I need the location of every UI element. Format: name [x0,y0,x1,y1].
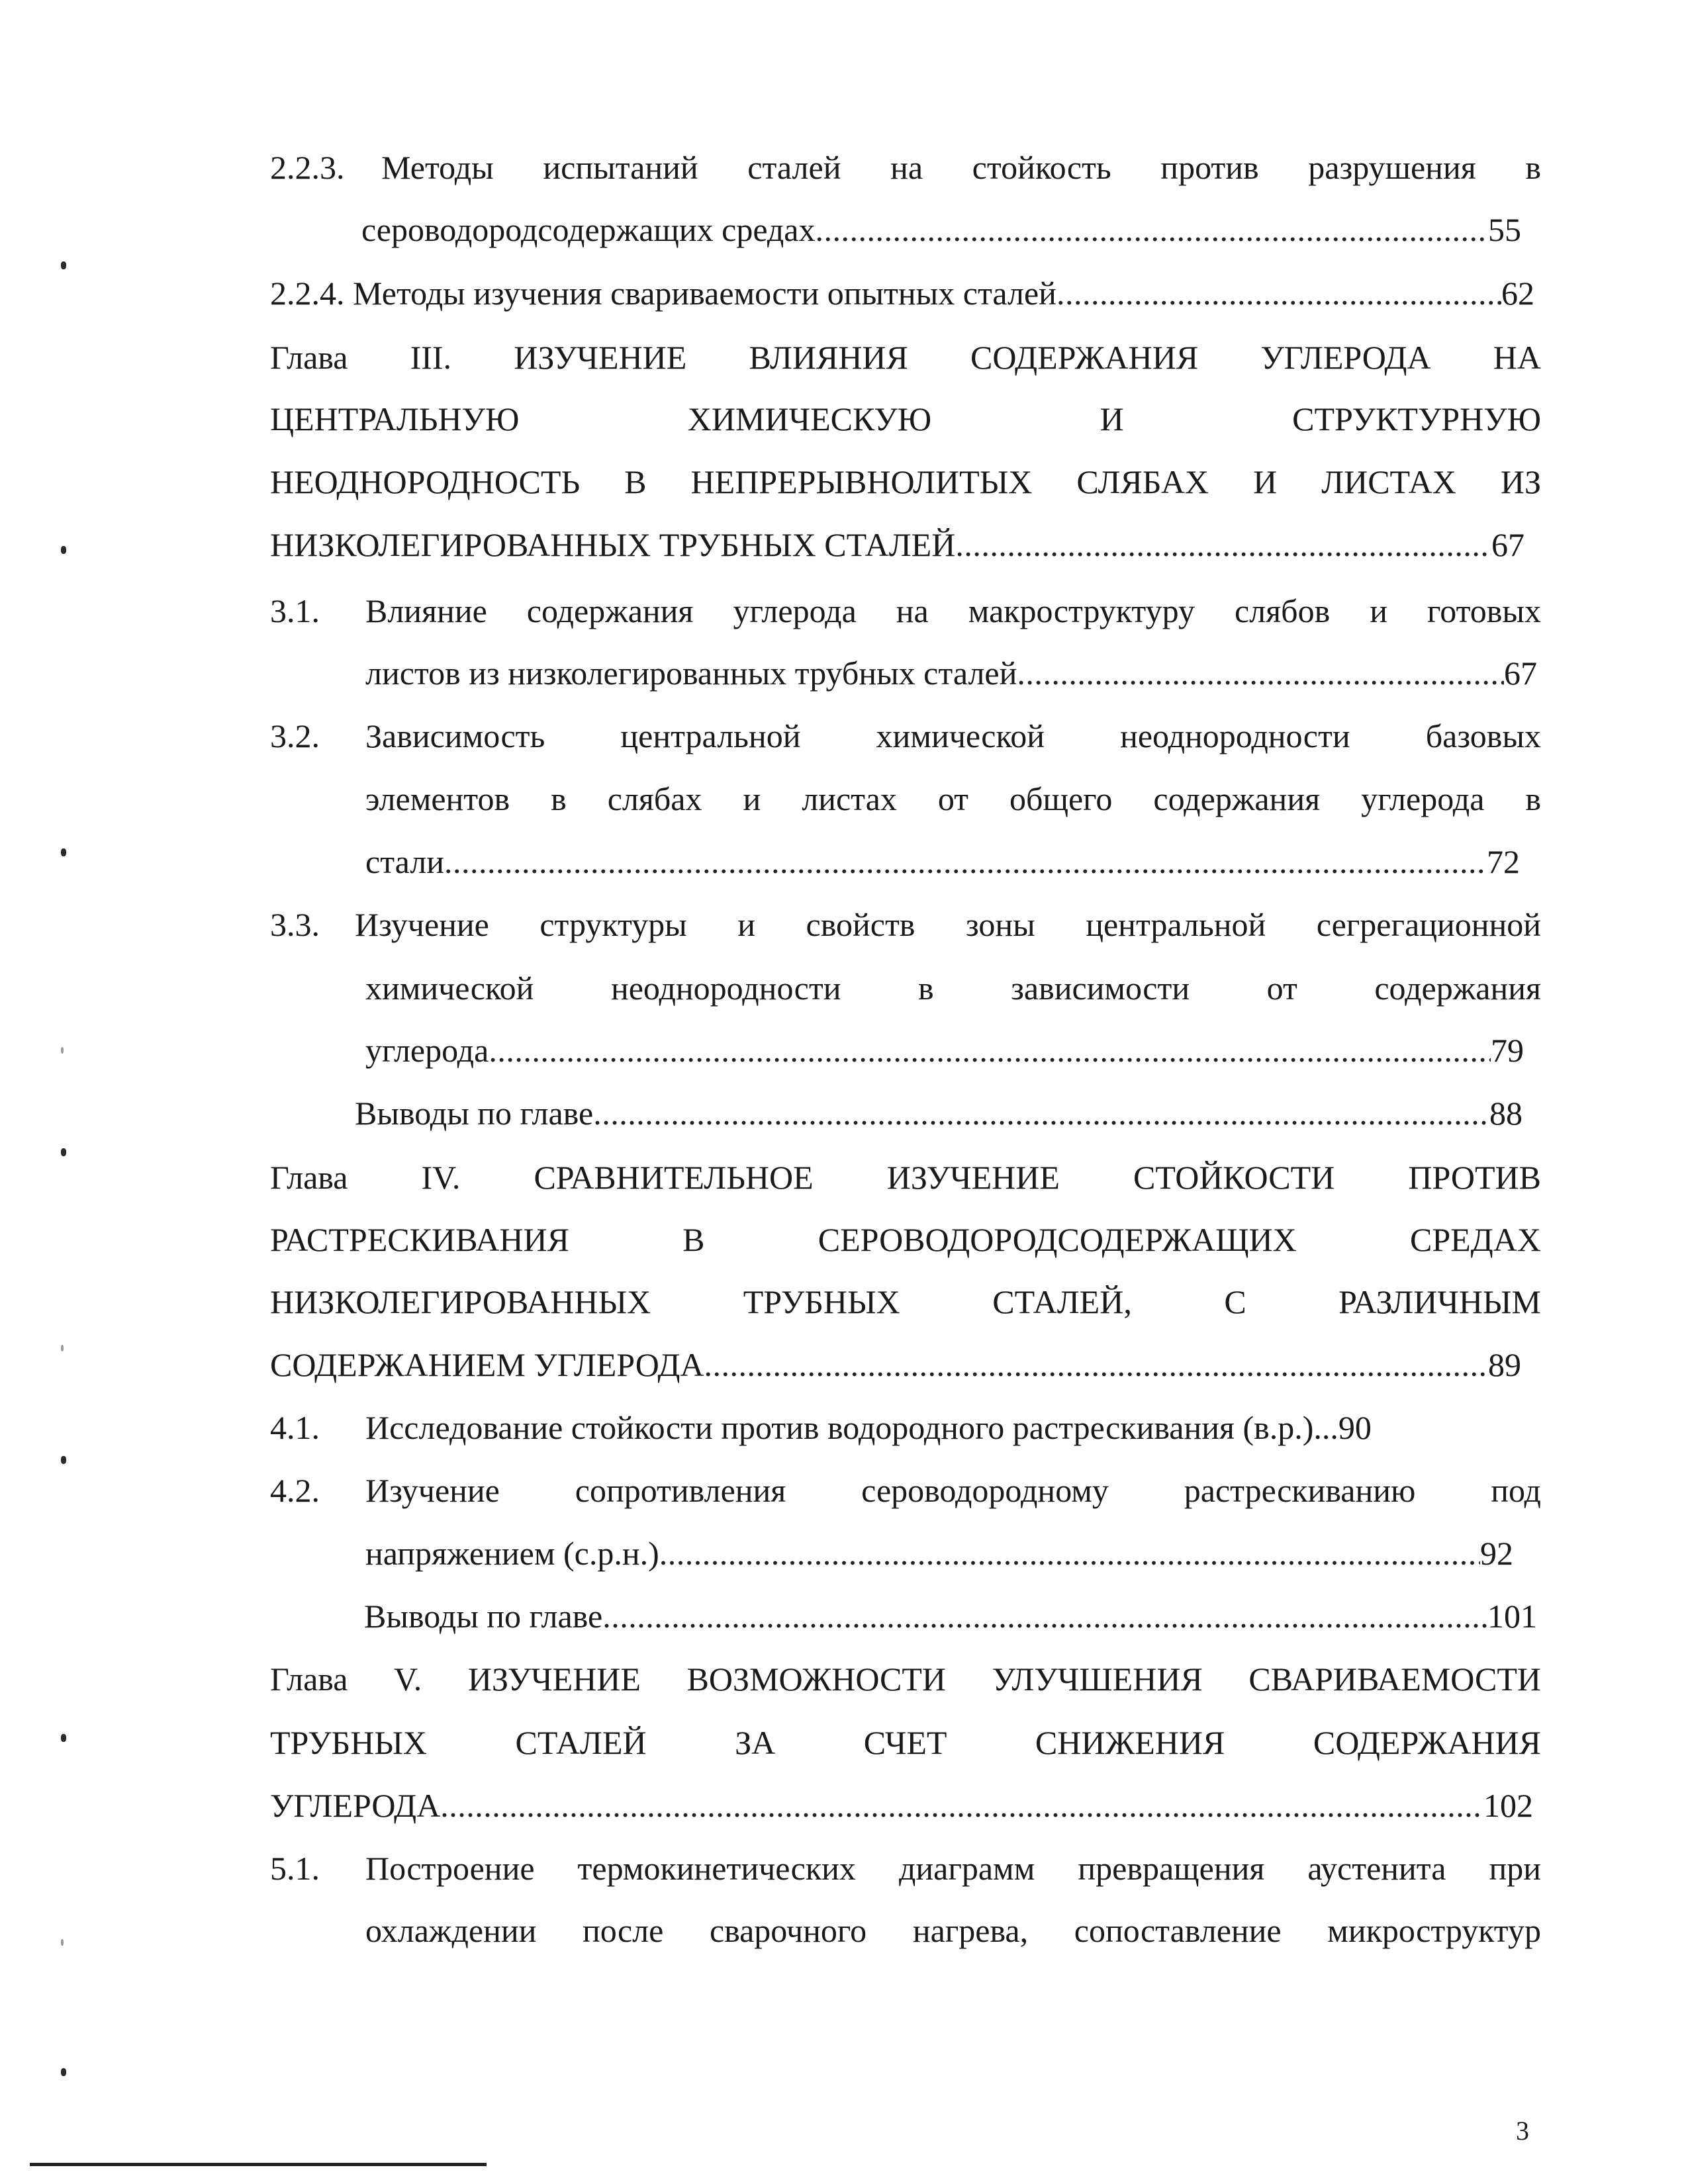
entry-page: 62 [1501,275,1534,312]
scan-mark [61,848,66,856]
entry-number: 3.1. [270,592,320,629]
toc-entry-conclusions-4 [364,1593,1537,1639]
scan-mark [61,1734,66,1742]
chapter-4-title-cont: НИЗКОЛЕГИРОВАННЫХ ТРУБНЫХ СТАЛЕЙ, С РАЗЛИЧНЫМ [270,1283,1541,1320]
dot-leader [602,1593,1487,1639]
toc-entry-conclusions-3 [355,1090,1523,1136]
entry-title-cont: напряжением (с.р.н.) [365,1535,659,1572]
toc-entry-3-3-leader [365,1027,1524,1073]
entry-title: Изучение структуры и свойств зоны центральной сегрегационной [355,906,1541,943]
entry-page: 88 [1489,1095,1523,1132]
entry-title-cont: листов из низколегированных трубных сталей [365,655,1017,692]
entry-number: 3.3. [270,906,320,943]
scan-mark [61,546,66,554]
toc-entry-3-2 [270,713,1541,759]
entry-page: 101 [1487,1598,1537,1635]
entry-number: 4.1. [270,1409,320,1446]
toc-entry-3-1-leader [365,650,1537,696]
entry-title: 2.2.4. Методы изучения свариваемости опытных сталей [270,275,1056,312]
entry-title: Выводы по главе [355,1095,594,1132]
scan-mark [61,261,66,269]
chapter-4-leader [270,1342,1521,1388]
entry-title-cont: углерода [365,1032,489,1069]
entry-title: Выводы по главе [364,1598,603,1635]
page-number: 3 [1516,2116,1529,2146]
entry-title-cont: сероводородсодержащих средах [361,211,816,248]
scan-mark [61,1456,66,1464]
entry-number: 4.2. [270,1472,320,1509]
dot-leader [440,1782,1483,1829]
entry-title: Построение термокинетических диаграмм превращения аустенита при [365,1850,1541,1887]
chapter-3-title-cont: ЦЕНТРАЛЬНУЮ ХИМИЧЕСКУЮ И СТРУКТУРНУЮ [270,400,1541,437]
bottom-rule [30,2163,487,2166]
chapter-title-cont: НИЗКОЛЕГИРОВАННЫХ ТРУБНЫХ СТАЛЕЙ [270,526,956,563]
scan-mark [61,2068,66,2076]
chapter-4-title-cont: РАСТРЕСКИВАНИЯ В СЕРОВОДОРОДСОДЕРЖАЩИХ СРЕДАХ [270,1221,1541,1258]
chapter-5-title: Глава V. ИЗУЧЕНИЕ ВОЗМОЖНОСТИ УЛУЧШЕНИЯ СВАРИВАЕМОСТИ [270,1661,1541,1698]
chapter-page: 102 [1483,1787,1533,1824]
entry-title: Влияние содержания углерода на макроструктуру слябов и готовых [365,592,1541,629]
entry-title-cont: охлаждении после сварочного нагрева, сопоставление микроструктур [365,1912,1541,1949]
dot-leader [704,1342,1488,1388]
dot-leader [816,206,1489,253]
toc-entry-3-3 [270,901,1541,948]
scan-mark [61,1047,64,1054]
chapter-title-cont: УГЛЕРОДА [270,1787,441,1824]
entry-title: Изучение сопротивления сероводородному растрескиванию под [365,1472,1541,1509]
dot-leader [489,1027,1491,1073]
chapter-5-title-cont: ТРУБНЫХ СТАЛЕЙ ЗА СЧЕТ СНИЖЕНИЯ СОДЕРЖАНИЯ [270,1724,1541,1761]
entry-title: Методы испытаний сталей на стойкость против разрушения в [381,149,1541,186]
chapter-page: 89 [1488,1346,1521,1383]
entry-number: 2.2.3. [270,149,345,186]
toc-entry-3-2-leader [365,839,1520,885]
toc-entry-2-2-3 [270,144,1541,191]
entry-title: Исследование стойкости против водородного растрескивания (в.р.)...90 [365,1409,1372,1446]
entry-page: 72 [1487,843,1520,880]
chapter-3-leader [270,522,1524,568]
toc-entry-5-1 [270,1845,1541,1891]
entry-number: 3.2. [270,717,320,754]
dot-leader [444,839,1487,885]
chapter-3-title: Глава III. ИЗУЧЕНИЕ ВЛИЯНИЯ СОДЕРЖАНИЯ УГЛЕРОДА НА [270,339,1541,376]
toc-entry-2-2-3-leader [361,206,1521,253]
entry-title-cont: стали [365,843,444,880]
dot-leader [1056,270,1501,316]
chapter-page: 67 [1491,526,1524,563]
entry-number: 5.1. [270,1850,320,1887]
scan-mark [61,1345,64,1351]
dot-leader [955,522,1491,568]
chapter-title-cont: СОДЕРЖАНИЕМ УГЛЕРОДА [270,1346,704,1383]
toc-entry-3-1 [270,588,1541,634]
scan-mark [61,1939,64,1946]
dot-leader [659,1530,1480,1576]
entry-page: 67 [1504,655,1537,692]
toc-entry-4-2-leader [365,1530,1513,1576]
toc-entry-4-1 [270,1404,1541,1451]
chapter-4-title: Глава IV. СРАВНИТЕЛЬНОЕ ИЗУЧЕНИЕ СТОЙКОСТИ ПРОТИВ [270,1159,1541,1196]
toc-entry-2-2-4 [270,270,1534,316]
entry-title-cont: элементов в слябах и листах от общего содержания углерода в [365,780,1541,817]
entry-title-cont: химической неоднородности в зависимости от содержания [365,970,1541,1007]
chapter-5-leader [270,1782,1533,1829]
chapter-3-title-cont: НЕОДНОРОДНОСТЬ В НЕПРЕРЫВНОЛИТЫХ СЛЯБАХ И ЛИСТАХ ИЗ [270,463,1541,500]
scan-mark [61,1148,66,1156]
entry-page: 92 [1480,1535,1513,1572]
dot-leader [593,1090,1489,1136]
entry-page: 55 [1488,211,1521,248]
entry-page: 79 [1491,1032,1524,1069]
toc-entry-4-2 [270,1467,1541,1514]
dot-leader [1017,650,1504,696]
entry-title: Зависимость центральной химической неоднородности базовых [365,717,1541,754]
